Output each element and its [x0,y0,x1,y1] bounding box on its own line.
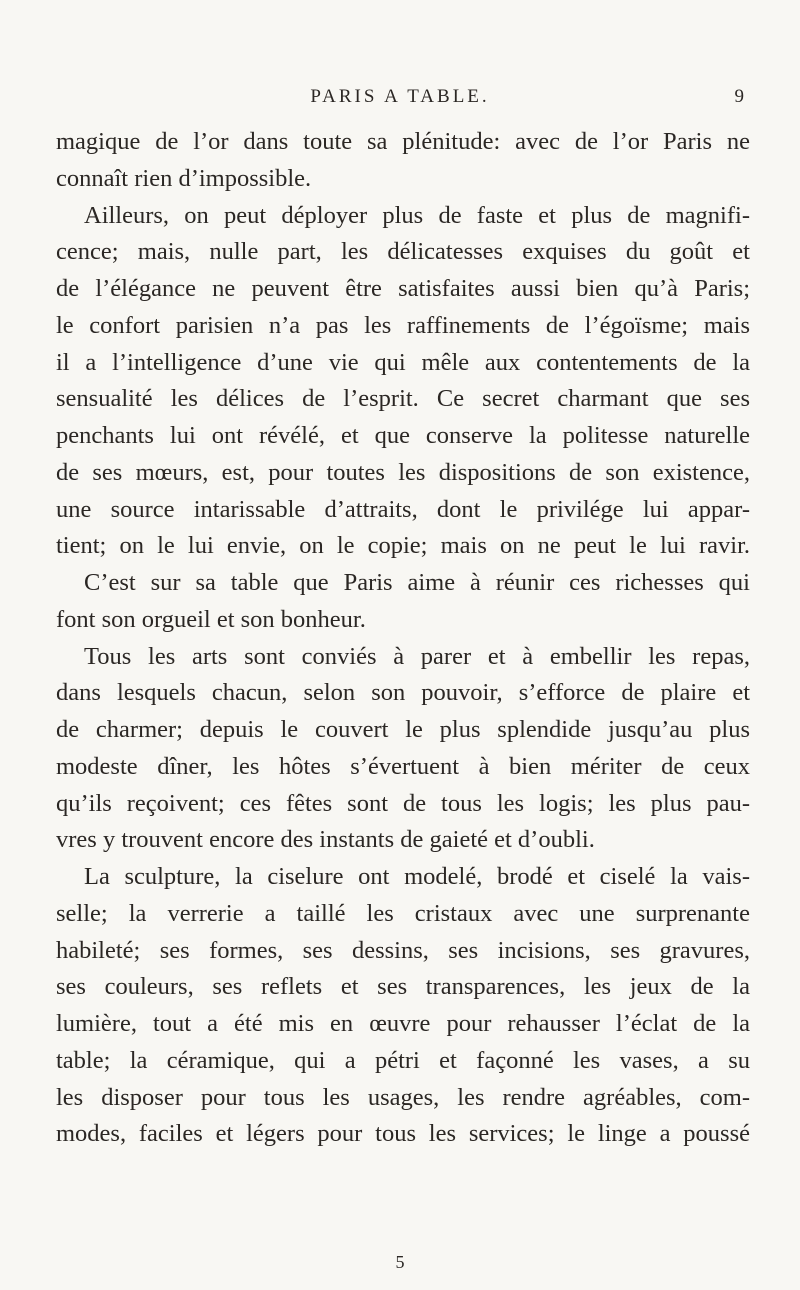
text-line: qu’ils reçoivent; ces fêtes sont de tous les logis; les plus pau- [56,789,750,817]
text-line: il a l’intelligence d’une vie qui mêle aux contentements de la [56,348,750,376]
running-title: PARIS A TABLE. [310,86,490,107]
text-line: vres y trouvent encore des instants de gaieté et d’oubli. [56,826,595,854]
text-line: une source intarissable d’attraits, dont le privilége lui appar- [56,495,750,523]
text-line: selle; la verrerie a taillé les cristaux avec une surprenante [56,899,750,927]
page-number: 9 [734,86,744,107]
text-line: cence; mais, nulle part, les délicatesses exquises du goût et [56,238,750,266]
text-line: le confort parisien n’a pas les raffinements de l’égoïsme; mais [56,311,750,339]
text-line: tient; on le lui envie, on le copie; mais on ne peut le lui ravir. [56,532,750,560]
text-line: C’est sur sa table que Paris aime à réunir ces richesses qui [84,569,750,596]
text-line: modeste dîner, les hôtes s’évertuent à bien mériter de ceux [56,752,750,780]
text-line: Ailleurs, on peut déployer plus de faste et plus de magnifi- [84,201,750,229]
page-header [0,84,800,114]
text-line: modes, faciles et légers pour tous les services; le linge a poussé [56,1120,750,1148]
text-line: dans lesquels chacun, selon son pouvoir, s’efforce de plaire et [56,679,750,707]
text-line: penchants lui ont révélé, et que conserve la politesse naturelle [56,422,750,449]
body-text [56,124,750,1153]
text-line: de ses mœurs, est, pour toutes les dispositions de son existence, [56,458,750,486]
text-line: Tous les arts sont conviés à parer et à embellir les repas, [84,642,750,670]
text-line: font son orgueil et son bonheur. [56,605,366,633]
text-line: magique de l’or dans toute sa plénitude: avec de l’or Paris ne [56,128,750,155]
text-line: connaît rien d’impossible. [56,164,312,192]
signature-mark: 5 [395,1252,405,1272]
text-line: ses couleurs, ses reflets et ses transparences, les jeux de la [56,973,750,1001]
text-line: sensualité les délices de l’esprit. Ce secret charmant que ses [56,385,750,413]
text-line: table; la céramique, qui a pétri et façonné les vases, a su [56,1046,750,1074]
text-line: habileté; ses formes, ses dessins, ses incisions, ses gravures, [56,936,750,964]
text-line: de charmer; depuis le couvert le plus splendide jusqu’au plus [56,716,750,743]
text-line: lumière, tout a été mis en œuvre pour rehausser l’éclat de la [56,1010,750,1037]
text-line: les disposer pour tous les usages, les rendre agréables, com- [56,1083,750,1111]
text-line: de l’élégance ne peuvent être satisfaites aussi bien qu’à Paris; [56,275,750,302]
text-line: La sculpture, la ciselure ont modelé, brodé et ciselé la vais- [84,863,750,890]
